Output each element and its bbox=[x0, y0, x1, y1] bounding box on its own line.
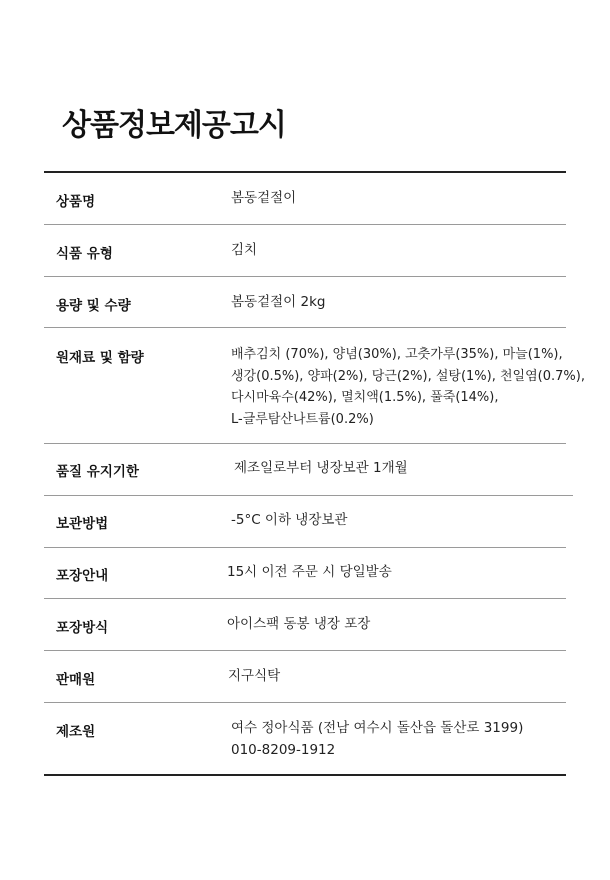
row-value-manufacturer-address: 여수 정아식품 (전남 여수시 돌산읍 돌산로 3199) bbox=[231, 720, 524, 736]
table-bottom-border bbox=[44, 774, 566, 776]
row-value-ingredients-line-2: 생강(0.5%), 양파(2%), 당근(2%), 설탕(1%), 천일염(0.7%), bbox=[231, 368, 585, 384]
row-divider bbox=[44, 495, 573, 496]
row-label-capacity: 용량 및 수량 bbox=[56, 298, 131, 314]
row-value-ingredients-line-4: L-글루탐산나트륨(0.2%) bbox=[231, 411, 374, 427]
row-label-manufacturer: 제조원 bbox=[56, 724, 96, 740]
row-label-seller: 판매원 bbox=[56, 672, 96, 688]
table-top-border bbox=[44, 171, 566, 173]
row-label-packaging-method: 포장방식 bbox=[56, 620, 109, 636]
row-label-product-name: 상품명 bbox=[56, 194, 96, 210]
row-value-storage: -5°C 이하 냉장보관 bbox=[231, 512, 348, 528]
row-value-product-name: 봄동겉절이 bbox=[231, 190, 297, 206]
row-label-food-type: 식품 유형 bbox=[56, 246, 113, 262]
row-label-shelf-life: 품질 유지기한 bbox=[56, 464, 139, 480]
page-title: 상품정보제공고시 bbox=[62, 108, 286, 143]
row-divider bbox=[44, 650, 566, 651]
row-value-ingredients-line-3: 다시마육수(42%), 멸치액(1.5%), 풀죽(14%), bbox=[231, 390, 499, 405]
row-label-packaging-info: 포장안내 bbox=[56, 568, 109, 584]
row-value-shelf-life: 제조일로부터 냉장보관 1개월 bbox=[234, 460, 408, 476]
row-value-capacity: 봄동겉절이 2kg bbox=[231, 294, 326, 310]
row-value-packaging-info: 15시 이전 주문 시 당일발송 bbox=[227, 564, 392, 580]
row-label-ingredients: 원재료 및 함량 bbox=[56, 350, 144, 366]
row-value-seller: 지구식탁 bbox=[228, 668, 281, 684]
row-divider bbox=[44, 276, 566, 277]
row-value-ingredients-line-1: 배추김치 (70%), 양념(30%), 고춧가루(35%), 마늘(1%), bbox=[231, 347, 563, 362]
row-label-storage: 보관방법 bbox=[56, 516, 109, 532]
row-divider bbox=[44, 702, 566, 703]
row-value-packaging-method: 아이스팩 동봉 냉장 포장 bbox=[227, 616, 371, 632]
row-divider bbox=[44, 327, 566, 328]
row-divider bbox=[44, 443, 566, 444]
row-divider bbox=[44, 224, 566, 225]
row-divider bbox=[44, 598, 566, 599]
row-value-manufacturer-phone: 010-8209-1912 bbox=[231, 742, 336, 758]
row-divider bbox=[44, 547, 566, 548]
row-value-food-type: 김치 bbox=[231, 242, 258, 258]
